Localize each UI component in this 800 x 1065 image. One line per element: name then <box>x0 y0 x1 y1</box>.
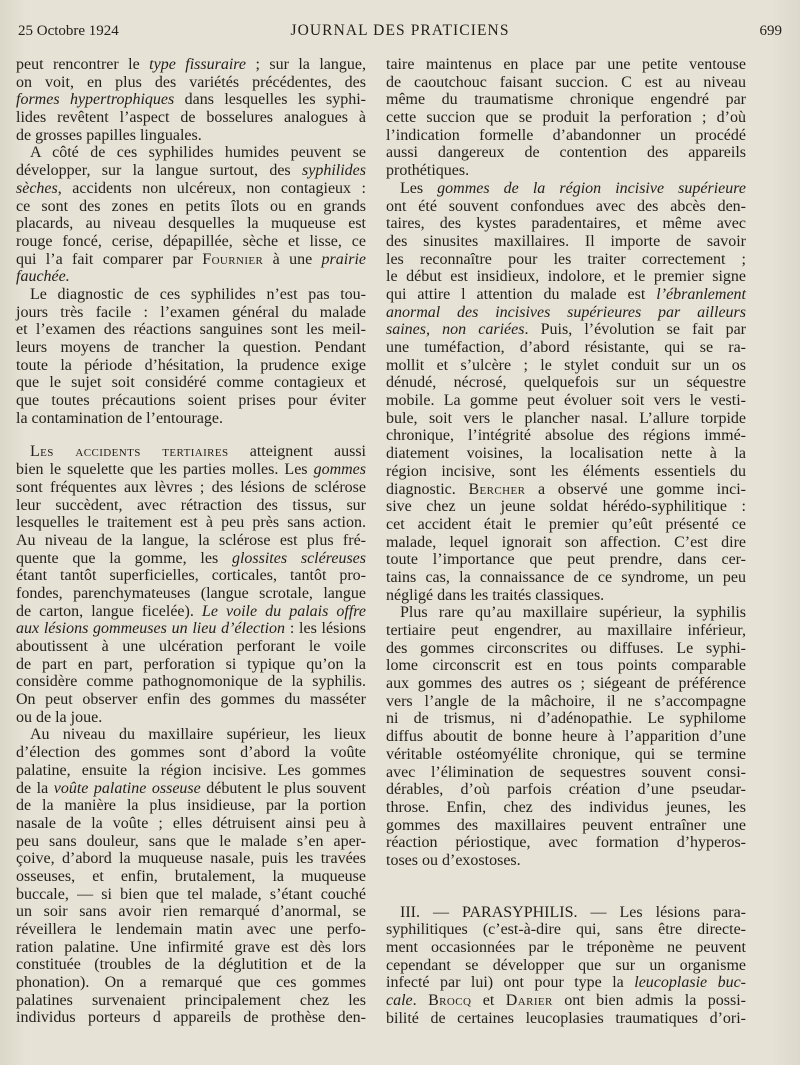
italic-text: voûte palatine osseuse <box>53 779 201 797</box>
text-run: sont fréquentes aux lèvres ; des lésions de sclérose <box>16 478 366 496</box>
text-line <box>386 268 746 286</box>
paragraph <box>386 904 746 1028</box>
text-line <box>16 921 366 939</box>
text-line <box>16 91 366 109</box>
italic-text: anormal des incisives supérieures par ailleurs <box>386 303 746 321</box>
text-run: aussi dangereux de contention des appareils <box>386 144 746 162</box>
text-line <box>16 762 366 780</box>
text-line <box>16 850 366 868</box>
text-line <box>386 392 746 410</box>
text-run: buccale, — si bien que tel malade, s’étant couché <box>16 885 366 903</box>
paragraph <box>386 180 746 605</box>
text-run: ; sur la langue, <box>246 56 366 73</box>
text-run: réveillera le lendemain matin avec une perfo- <box>16 921 366 938</box>
text-run: individus porteurs d appareils de prothèse den- <box>16 1009 366 1027</box>
text-line <box>386 569 746 587</box>
text-line <box>386 852 746 870</box>
paragraph <box>386 604 746 869</box>
text-run: développer, sur la langue surtout, des <box>16 162 302 180</box>
text-run: , accidents non ulcéreux, non contagieux : <box>57 179 366 197</box>
text-line <box>386 622 746 640</box>
text-run: . Puis, l’évolution se fait par <box>524 321 747 339</box>
text-line <box>16 514 366 532</box>
text-run: leurs moyens de trancher la question. Pendant <box>16 339 366 356</box>
text-run: a observé une gomme inci- <box>525 480 746 498</box>
text-line <box>386 463 746 481</box>
small-caps-text: Darier <box>505 992 553 1010</box>
text-line <box>16 744 366 762</box>
text-run: ni de trismus, ni d’adénopathie. Le syphilome <box>386 710 746 728</box>
text-line <box>386 781 746 799</box>
text-line <box>16 833 366 851</box>
text-line <box>386 746 746 764</box>
text-line <box>386 427 746 445</box>
text-run: de grosses papilles linguales. <box>16 126 202 144</box>
text-run: les reconnaître pour les traiter correctement ; <box>386 250 746 268</box>
text-line <box>16 286 366 304</box>
text-run: même du traumatisme chronique engendré par <box>386 91 746 109</box>
text-line <box>16 127 366 145</box>
italic-text: prairie <box>321 250 366 268</box>
text-run: constituée (troubles de la déglutition et de la <box>16 956 366 974</box>
text-line <box>386 215 746 233</box>
text-run: étant tantôt superficielles, corticales, tantôt pro- <box>16 567 366 585</box>
text-line <box>16 673 366 691</box>
text-line <box>16 691 366 709</box>
text-run: région incisive, sont les éléments essentiels du <box>386 462 746 480</box>
text-line <box>386 834 746 852</box>
text-line <box>386 974 746 992</box>
italic-text: syphilides <box>302 162 366 180</box>
text-run: Au niveau du maxillaire supérieur, les lieux <box>30 726 366 744</box>
text-line <box>386 357 746 375</box>
text-line <box>16 443 366 461</box>
text-run: aux gommes des autres os ; siégeant de préférence <box>386 675 746 693</box>
text-run: On peut observer enfin des gommes du masséter <box>16 691 366 709</box>
text-run: et l’examen des réactions sanguines sont les meil- <box>16 321 366 339</box>
text-run: débutent le plus souvent <box>200 779 366 797</box>
text-run: bule, soit vers le plancher nasal. L’allure torpide <box>386 409 746 427</box>
text-run: sive chez un jeune soldat hérédo-syphilitique : <box>386 498 746 516</box>
text-run: Le diagnostic de ces syphilides n’est pas tou- <box>30 285 366 303</box>
text-run: ont été souvent confondues avec des abcès den- <box>386 197 746 215</box>
paragraph <box>16 286 366 428</box>
text-line <box>386 904 746 922</box>
text-run: III. — PARASYPHILIS. — Les lésions para- <box>400 903 746 921</box>
text-run: réaction périostique, avec formation d’hyperos- <box>386 834 746 852</box>
text-run: lides revêtent l’aspect de bosselures analogues à <box>16 109 366 127</box>
text-line <box>16 939 366 957</box>
text-run: quente que la gomme, les <box>16 549 232 567</box>
text-line <box>386 516 746 534</box>
text-run: diatement voisines, la localisation nette à la <box>386 445 746 463</box>
text-run: considère comme pathognomonique de la syphilis. <box>16 673 366 691</box>
text-line <box>16 56 366 74</box>
text-run: cet accident était le premier qu’eût présenté ce <box>386 515 746 533</box>
text-run: mobile. La gomme peut évoluer soit vers le vesti- <box>386 392 746 410</box>
text-run: qui l’a fait comparer par <box>16 250 203 268</box>
text-run: tains cas, la connaissance de ce syndrome, un peu <box>386 568 746 586</box>
text-run: taires, des kystes paradentaires, et même avec <box>386 215 746 233</box>
paragraph <box>16 443 366 726</box>
paragraph <box>386 56 746 180</box>
italic-text: l’ébranlement <box>656 285 746 303</box>
text-line <box>16 109 366 127</box>
text-run: jours très facile : l’examen général du malade <box>16 303 366 321</box>
text-line <box>386 162 746 180</box>
text-run: à une <box>263 250 322 268</box>
text-run: ou de la joue. <box>16 708 103 726</box>
text-run: atteignent aussi <box>228 443 366 461</box>
text-line <box>386 233 746 251</box>
italic-text: leucoplasie buc- <box>634 974 747 992</box>
text-run: de part en part, perforation si typique qu’on la <box>16 655 366 673</box>
text-line <box>16 567 366 585</box>
text-line <box>386 921 746 939</box>
text-line <box>386 534 746 552</box>
italic-text: cale <box>386 992 413 1010</box>
text-line <box>16 903 366 921</box>
text-line <box>386 799 746 817</box>
text-run: de carton, langue ficelée). <box>16 602 202 620</box>
text-line <box>16 603 366 621</box>
text-line <box>386 74 746 92</box>
text-line <box>16 321 366 339</box>
text-line <box>16 374 366 392</box>
text-line <box>16 532 366 550</box>
italic-text: fauchée. <box>16 268 70 286</box>
small-caps-text: Les accidents tertiaires <box>30 443 229 461</box>
text-line <box>386 180 746 198</box>
text-run: un soir sans avoir rien remarqué d’anormal, se <box>16 903 366 921</box>
text-line <box>16 797 366 815</box>
italic-text: aux lésions gommeuses un lieu d’élection <box>16 620 286 638</box>
text-line <box>16 251 366 269</box>
text-line <box>386 127 746 145</box>
text-line <box>16 974 366 992</box>
text-line <box>386 374 746 392</box>
text-run: on voit, en plus des variétés précédentes, des <box>16 73 366 91</box>
italic-text: Le voile du palais offre <box>201 602 366 620</box>
text-run: prothétiques. <box>386 162 470 180</box>
text-line <box>16 410 366 428</box>
text-run: infecté par lui) ont pour type la <box>386 974 635 992</box>
text-line <box>386 764 746 782</box>
text-run: avec l’élimination de sequestres souvent consi- <box>386 763 746 781</box>
text-run: peu sans douleur, sans que le malade s’en aper- <box>16 832 366 850</box>
text-run: cependant se développer que sur un organisme <box>386 956 746 974</box>
text-run: Plus rare qu’au maxillaire supérieur, la syphilis <box>400 604 746 622</box>
text-line <box>386 56 746 74</box>
text-line <box>386 939 746 957</box>
text-line <box>16 726 366 744</box>
text-run: toses ou d’exostoses. <box>386 851 521 869</box>
text-run: diffus aboutit de bonne heure à l’apparition d’une <box>386 728 746 746</box>
text-run: bilité de certaines leucoplasies traumatiques d’ori- <box>386 1009 746 1027</box>
text-line <box>386 251 746 269</box>
text-run: : les lésions <box>285 620 366 638</box>
text-run: fondes, parenchymateuses (langue scrotale, langue <box>16 584 366 602</box>
text-run: bien le squelette que les parties molles. Les <box>16 461 314 479</box>
text-line <box>16 550 366 568</box>
text-run: la contamination de l’entourage. <box>16 409 224 427</box>
text-run: le début est insidieux, indolore, et le premier signe <box>386 268 746 286</box>
text-run: dénudé, nécrosé, quelquefois sur un séquestre <box>386 374 746 392</box>
italic-text: sèches <box>16 179 58 197</box>
text-line <box>16 268 366 286</box>
text-line <box>386 109 746 127</box>
text-line <box>16 392 366 410</box>
text-line <box>16 868 366 886</box>
text-line <box>386 91 746 109</box>
small-caps-text: Bercher <box>468 480 526 498</box>
text-line <box>386 710 746 728</box>
text-run: nasale de la voûte ; elles détruisent ainsi peu à <box>16 814 366 832</box>
text-run: négligé dans les traités classiques. <box>386 586 605 604</box>
text-line <box>386 817 746 835</box>
text-line <box>386 604 746 622</box>
text-run: véritable ostéomyélite chronique, qui se termine <box>386 745 746 763</box>
text-run: malade, lequel ignorait son affection. C’est dire <box>386 533 746 551</box>
text-run: throse. Enfin, chez des individus jeunes, les <box>386 798 746 816</box>
text-run: des gommes circonscrites ou diffuses. Le syphi- <box>386 639 746 657</box>
text-run: çoive, d’abord la muqueuse nasale, puis les travées <box>16 850 366 868</box>
text-run: d’élection des gommes sont d’abord la voûte <box>16 744 366 762</box>
text-line <box>16 497 366 515</box>
text-run: de caoutchouc faisant succion. C est au niveau <box>386 73 746 91</box>
text-line <box>16 198 366 216</box>
italic-text: formes hypertrophiques <box>16 91 175 109</box>
text-run: . <box>412 992 429 1010</box>
text-run: ment occasionnées par le tréponème ne peuvent <box>386 939 746 956</box>
text-run: taire maintenus en place par une petite ventouse <box>386 56 746 73</box>
text-run: toute l’importance que peut prendre, dans cer- <box>386 551 746 569</box>
page-number: 699 <box>759 23 782 39</box>
text-line <box>16 656 366 674</box>
text-line <box>16 162 366 180</box>
text-line <box>16 357 366 375</box>
text-line <box>16 956 366 974</box>
text-line <box>386 693 746 711</box>
text-run: Les <box>400 179 438 197</box>
text-run: de la <box>16 779 54 797</box>
text-run: cette succion que se produit la perforation ; d’où <box>386 109 746 127</box>
text-run: phonation). On a remarqué que ces gommes <box>16 974 366 992</box>
text-line <box>16 992 366 1010</box>
text-line <box>16 339 366 357</box>
text-run: et <box>471 992 506 1010</box>
small-caps-text: Fournier <box>202 250 264 268</box>
text-run: dans lesquelles les syphi- <box>174 91 366 109</box>
italic-text: gommes de la région incisive supérieure <box>437 179 746 197</box>
text-line <box>16 780 366 798</box>
text-line <box>16 709 366 727</box>
text-line <box>16 74 366 92</box>
text-run: que le sujet soit considéré comme contagieux et <box>16 374 366 392</box>
italic-text: type fissuraire <box>149 56 247 73</box>
text-run: tertiaire peut engendrer, au maxillaire inférieur, <box>386 622 746 639</box>
text-run: vers l’angle de la mâchoire, il ne s’accompagne <box>386 692 746 710</box>
text-run: toute la période d’hésitation, la prudence exige <box>16 356 366 374</box>
text-run: palatine, ensuite la région incisive. Les gommes <box>16 761 366 779</box>
text-run: des sinusites maxillaires. Il importe de savoir <box>386 232 746 250</box>
text-line <box>386 992 746 1010</box>
text-run: de la manière la plus insidieuse, par la portion <box>16 797 366 815</box>
text-run: Au niveau de la langue, la sclérose est plus fré- <box>16 531 366 549</box>
text-run: ration palatine. Une infirmité grave est dès lors <box>16 938 366 956</box>
text-line <box>16 461 366 479</box>
text-line <box>16 479 366 497</box>
italic-text: glossites scléreuses <box>231 549 367 567</box>
text-line <box>386 339 746 357</box>
right-column <box>386 56 746 1027</box>
text-line <box>16 215 366 233</box>
text-run: aboutissent à une ulcération perforant le voile <box>16 638 366 655</box>
text-run: A côté de ces syphilides humides peuvent se <box>30 144 366 162</box>
text-line <box>386 1010 746 1028</box>
text-run: lesquelles le traitement est à peu près sans action. <box>16 514 366 532</box>
text-run: gommes des maxillaires peuvent entraîner une <box>386 816 746 834</box>
text-line <box>386 640 746 658</box>
text-line <box>16 304 366 322</box>
header-date: 25 Octobre 1924 <box>18 23 119 39</box>
text-line <box>386 144 746 162</box>
italic-text: gommes <box>313 461 366 479</box>
paragraph <box>16 56 366 144</box>
text-line <box>386 675 746 693</box>
text-line <box>386 481 746 499</box>
text-run: que toutes précautions soient prises pour éviter <box>16 392 366 410</box>
text-run: l’indication formelle d’abandonner un procédé <box>386 126 746 144</box>
text-run: peut rencontrer le <box>16 56 150 73</box>
text-run: ont bien admis la possi- <box>552 992 747 1010</box>
small-caps-text: Brocq <box>428 992 472 1010</box>
text-line <box>386 587 746 605</box>
text-line <box>386 728 746 746</box>
text-line <box>16 815 366 833</box>
paragraph <box>16 726 366 1027</box>
text-line <box>386 410 746 428</box>
text-run: palatines survenaient principalement chez les <box>16 991 366 1009</box>
text-run: qui attire l attention du malade est <box>386 285 657 303</box>
text-line <box>16 638 366 656</box>
text-run: chronique, l’intégrité absolue des régions immé- <box>386 427 746 445</box>
journal-title: JOURNAL DES PRATICIENS <box>290 22 510 39</box>
text-line <box>386 657 746 675</box>
text-run: mollit et s’ulcère ; le stylet conduit sur un os <box>386 356 746 374</box>
text-run: dérables, d’où parfois création d’une pseudar- <box>386 781 746 799</box>
text-line <box>386 321 746 339</box>
text-run: placards, au niveau desquelles la muqueuse est <box>16 215 366 233</box>
text-line <box>16 620 366 638</box>
text-line <box>16 233 366 251</box>
italic-text: saines, non cariées <box>386 321 525 339</box>
paragraph <box>16 144 366 286</box>
text-run: ce sont des zones en petits îlots ou en grands <box>16 197 366 215</box>
text-line <box>16 886 366 904</box>
text-line <box>386 551 746 569</box>
left-column <box>16 56 366 1027</box>
text-run: lome circonscrit est en tous points comparable <box>386 657 746 675</box>
text-line <box>386 304 746 322</box>
running-header <box>0 22 800 40</box>
text-line <box>386 286 746 304</box>
text-run: une tuméfaction, d’abord résistante, qui se ra- <box>386 339 746 356</box>
text-run: syphilitiques (c’est-à-dire qui, sans être directe- <box>386 921 746 939</box>
text-line <box>16 585 366 603</box>
text-line <box>386 957 746 975</box>
text-line <box>386 198 746 216</box>
text-line <box>16 144 366 162</box>
text-line <box>16 180 366 198</box>
text-line <box>16 1009 366 1027</box>
text-run: osseuses, et enfin, brutalement, la muqueuse <box>16 867 366 885</box>
text-run: leur succèdent, avec rétraction des tissus, sur <box>16 496 366 514</box>
text-run: diagnostic. <box>386 480 469 498</box>
text-line <box>386 445 746 463</box>
text-line <box>386 498 746 516</box>
text-run: rouge foncé, cerise, dépapillée, sèche et lisse, ce <box>16 232 366 250</box>
